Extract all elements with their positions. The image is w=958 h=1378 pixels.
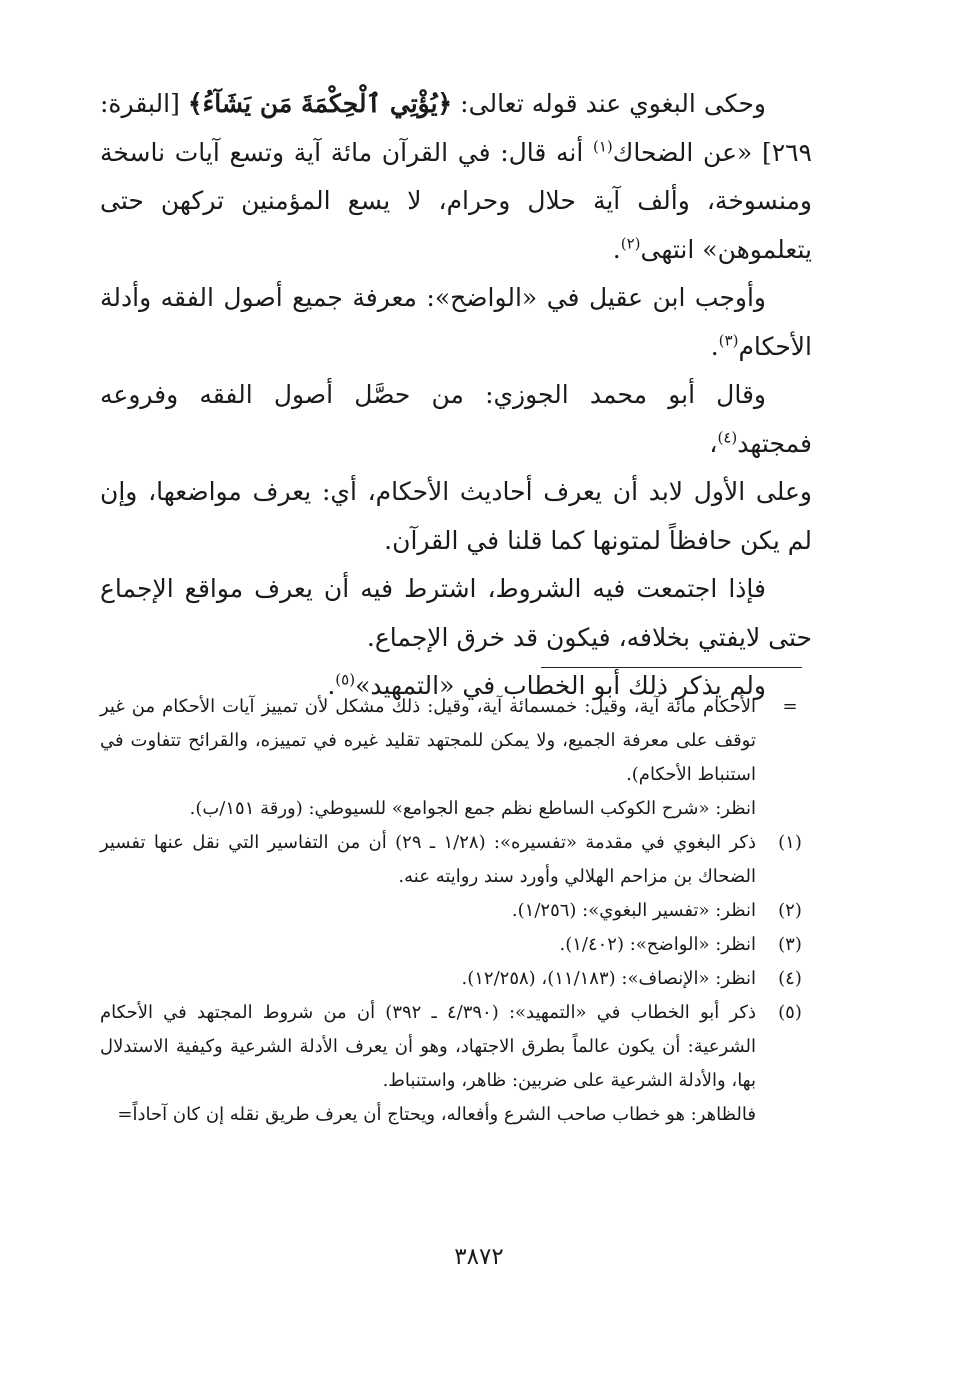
paragraph-1 (100, 80, 812, 274)
paragraph-1-end: . (612, 234, 621, 264)
paragraph-2-text: وأوجب ابن عقيل في «الواضح»: معرفة جميع أصول الفقه وأدلة الأحكام (100, 283, 812, 361)
footnotes-section (100, 690, 812, 1132)
footnote-4 (100, 962, 812, 996)
footnote-text: انظر: «تفسير البغوي»: (١/٢٥٦). (511, 900, 756, 921)
footnote-text: ذكر أبو الخطاب في «التمهيد»: (٤/٣٩٠ ـ ٣٩٢) أن من شروط المجتهد في الأحكام الشرعية: أن يكون عالماً بطرق الاجتهاد، وهو أن يعرف الأدلة الشرعية وكيفية الاستدلال بها، والأدلة الشرعية على ضربين: ظاهر، واستنباط. (100, 1002, 757, 1091)
footnote-3 (100, 928, 812, 962)
page-number: ٣٨٧٢ (454, 1244, 504, 1270)
footnote-5-tail: فالظاهر: هو خطاب صاحب الشرع وأفعاله، ويحتاج أن يعرف طريق نقله إن كان آحاداً= (117, 1104, 756, 1125)
paragraph-1-intro: وحكى البغوي عند قوله تعالى: (452, 89, 766, 118)
footnote-separator (541, 667, 802, 668)
paragraph-3-text: وقال أبو محمد الجوزي: من حصَّل أصول الفقه وفروعه فمجتهد (100, 380, 812, 458)
paragraph-1-body: أنه قال: في القرآن مائة آية وتسع آيات ناسخة ومنسوخة، وألف آية حلال وحرام، لا يسع المؤمنين تركهن حتى يتعلموهن» انتهى (100, 137, 812, 264)
footnote-marker: (٥) (778, 1002, 802, 1023)
footnote-ref-5[interactable]: (٥) (335, 670, 356, 689)
footnote-marker: (٤) (778, 968, 802, 989)
footnote-text: انظر: «الواضح»: (١/٤٠٢). (559, 934, 756, 955)
quran-verse: ﴿يُؤْتِي ٱلْحِكْمَةَ مَن يَشَآءُ﴾ (187, 89, 453, 118)
paragraph-6-text: ولم يذكر ذلك أبو الخطاب في «التمهيد» (355, 671, 766, 700)
continuation-marker: = (782, 696, 798, 717)
paragraph-2-end: . (710, 331, 719, 361)
paragraph-4: وعلى الأول لابد أن يعرف أحاديث الأحكام، أي: يعرف مواضعها، وإن لم يكن حافظاً لمتونها كما قلنا في القرآن. (100, 477, 812, 555)
footnote-text: ذكر البغوي في مقدمة «تفسيره»: (١/٢٨ ـ ٢٩) أن من التفاسير التي نقل عنها تفسير الضحاك بن مزاحم الهلالي وأورد سند روايته عنه. (100, 832, 756, 887)
main-text (100, 80, 812, 711)
paragraph-2 (100, 274, 812, 371)
footnote-marker: (٢) (778, 900, 802, 921)
footnote-marker: (٣) (778, 934, 802, 955)
footnote-ref-1[interactable]: (١) (592, 137, 613, 156)
footnote-ref-3[interactable]: (٣) (718, 331, 739, 350)
footnote-marker: (١) (778, 832, 802, 853)
paragraph-6-end: . (327, 671, 336, 700)
footnote-1 (100, 826, 812, 894)
footnote-ref-2[interactable]: (٢) (620, 234, 641, 253)
paragraph-3-end: ، (709, 428, 718, 458)
footnote-continuation (100, 690, 812, 826)
footnote-continuation-ref: انظر: «شرح الكوكب الساطع نظم جمع الجوامع» للسيوطي: (ورقة ١٥١/ب). (189, 798, 756, 819)
paragraph-5: فإذا اجتمعت فيه الشروط، اشترط فيه أن يعرف مواقع الإجماع حتى لايفتي بخلافه، فيكون قد خرق الإجماع. (100, 574, 812, 652)
footnote-ref-4[interactable]: (٤) (717, 428, 738, 447)
footnote-text: انظر: «الإنصاف»: (١١/١٨٣)، (١٢/٢٥٨). (461, 968, 756, 989)
footnote-2 (100, 894, 812, 928)
paragraph-1-citation: [البقرة: ٢٦٩] «عن الضحاك (100, 89, 812, 167)
footnote-5 (100, 996, 812, 1132)
footnote-continuation-text: الأحكام مائة آية، وقيل: خمسمائة آية، وقيل: ذلك مشكل لأن تمييز آيات الأحكام من غير توقف على معرفة الجميع، ولا يمكن للمجتهد تقليد غيره في تمييزه، والقرائح تتفاوت في استنباط الأحكام). (100, 696, 756, 785)
paragraph-3 (100, 371, 812, 468)
